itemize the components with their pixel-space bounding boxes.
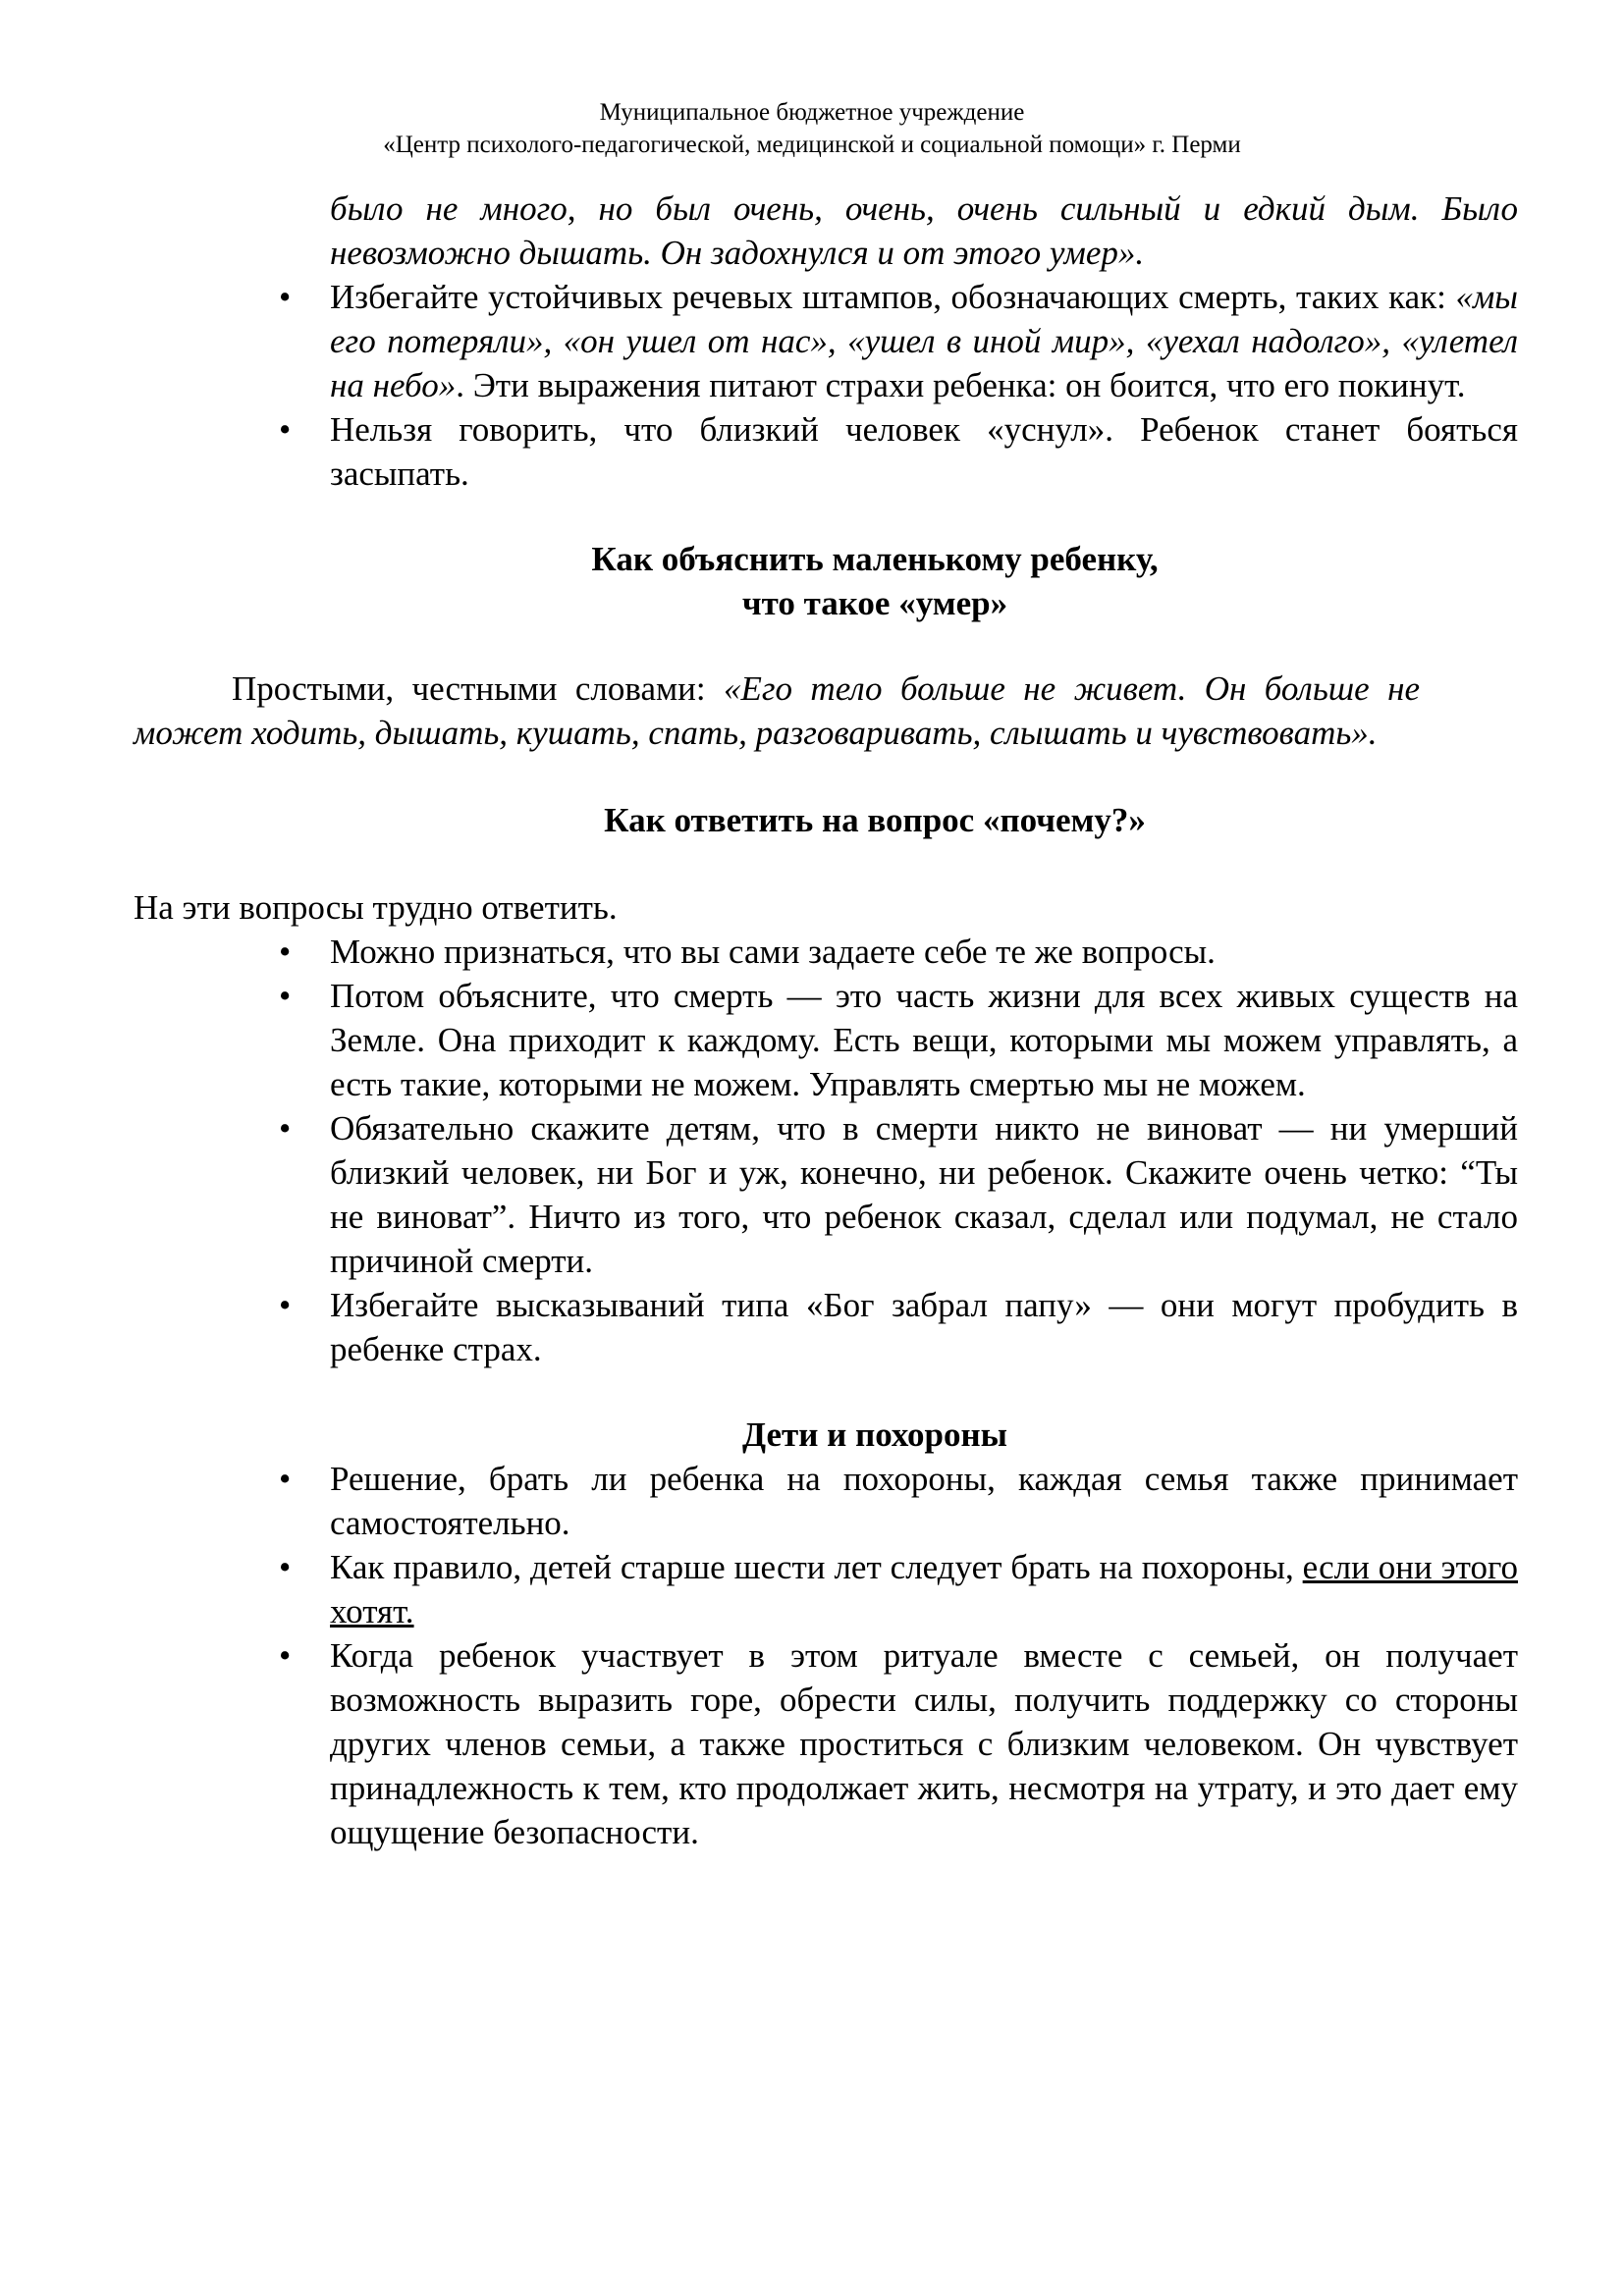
paragraph-lead: Простыми, честными словами: xyxy=(232,669,724,708)
header-org-name: «Центр психолого-педагогической, медицинской и социальной помощи» г. Перми xyxy=(383,132,1241,158)
list-item: • Можно признаться, что вы сами задаете себе те же вопросы. xyxy=(330,930,1518,974)
intro-bullet-list xyxy=(232,275,1518,496)
list-item: • Когда ребенок участвует в этом ритуале вместе с семьей, он получает возможность выразить горе, обрести силы, получить поддержку со стороны других членов семьи, а также проститься с близким человеком. Он чувствует принадлежность к тем, кто продолжает жить, несмотря на утрату, и это дает ему ощущение безопасности. xyxy=(330,1633,1518,1854)
section-heading-explain-death xyxy=(232,537,1518,625)
header-org-type: Муниципальное бюджетное учреждение xyxy=(599,99,1025,126)
bullet-quote: «мы его потеряли», «он ушел от нас», «ушел в иной мир», «уехал надолго», «улетел на небо» xyxy=(330,278,1518,404)
heading-line: что такое «умер» xyxy=(741,584,1008,622)
why-bullet-list xyxy=(232,930,1518,1371)
section-heading-funeral: Дети и похороны xyxy=(742,1415,1007,1454)
underlined-condition: если они этого хотят. xyxy=(330,1548,1518,1630)
section-heading-why: Как ответить на вопрос «почему?» xyxy=(604,801,1146,839)
page-header xyxy=(0,96,1624,161)
list-item: • Нельзя говорить, что близкий человек «уснул». Ребенок станет бояться засыпать. xyxy=(330,407,1518,496)
document-body xyxy=(134,187,1518,1854)
funeral-bullet-list xyxy=(232,1457,1518,1854)
list-item: • Избегайте высказываний типа «Бог забрал папу» — они могут пробудить в ребенке страх. xyxy=(330,1283,1518,1371)
paragraph-quote: «Его тело больше не живет. Он больше не может ходить, дышать, кушать, спать, разговаривать, слышать и чувствовать». xyxy=(134,669,1421,752)
list-item xyxy=(330,275,1518,407)
list-item xyxy=(330,1545,1518,1633)
bullet-text: . Эти выражения питают страхи ребенка: он боится, что его покинут. xyxy=(456,366,1466,404)
bullet-text: Избегайте устойчивых речевых штампов, обозначающих смерть, таких как: xyxy=(330,278,1456,316)
bullet-text: Как правило, детей старше шести лет следует брать на похороны, xyxy=(330,1548,1303,1586)
list-item: • Обязательно скажите детям, что в смерти никто не виноват — ни умерший близкий человек, ни Бог и уж, конечно, ни ребенок. Скажите очень четко: “Ты не виноват”. Ничто из того, что ребенок сказал, сделал или подумал, не стало причиной смерти. xyxy=(330,1106,1518,1283)
explain-paragraph xyxy=(134,667,1420,755)
heading-line: Как объяснить маленькому ребенку, xyxy=(591,540,1159,578)
why-lead-paragraph: На эти вопросы трудно ответить. xyxy=(134,888,618,927)
list-item: • Решение, брать ли ребенка на похороны, каждая семья также принимает самостоятельно. xyxy=(330,1457,1518,1545)
list-item: • Потом объясните, что смерть — это часть жизни для всех живых существ на Земле. Она приходит к каждому. Есть вещи, которыми мы можем управлять, а есть такие, которыми не можем. Управлять смертью мы не можем. xyxy=(330,974,1518,1106)
continued-quote: было не много, но был очень, очень, очень сильный и едкий дым. Было невозможно дышать. Он задохнулся и от этого умер». xyxy=(330,189,1518,272)
